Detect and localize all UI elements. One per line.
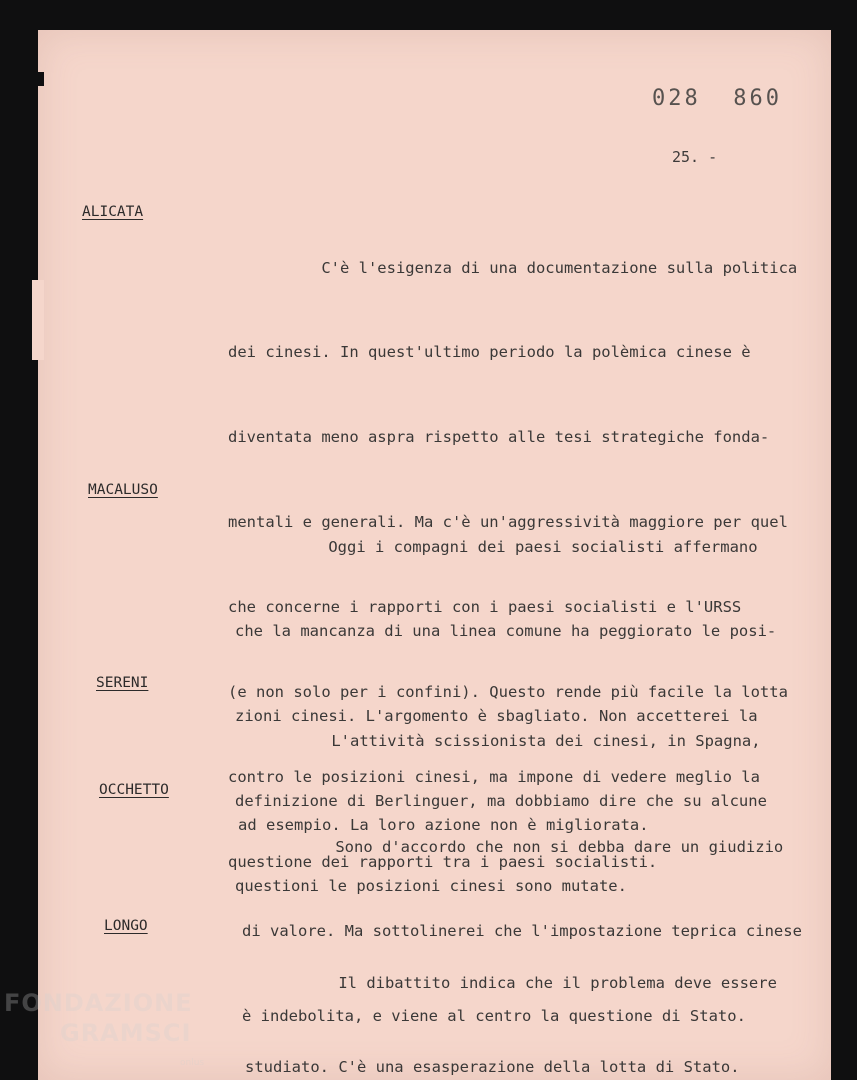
speech-line: che la mancanza di una linea comune ha peggiorato le posi- [235, 622, 777, 641]
speech-line: diventata meno aspra rispetto alle tesi strategiche fonda- [228, 428, 770, 447]
speech-line: ad esempio. La loro azione non è migliorata. [238, 816, 649, 835]
speech-line: di valore. Ma sottolinerei che l'impostazione teprica cinese [242, 922, 802, 941]
watermark-line: GRAMSCI [60, 1019, 192, 1047]
speech-line: che concerne i rapporti con i paesi socialisti e l'URSS [228, 598, 742, 617]
speaker-name: MACALUSO [88, 482, 158, 498]
document-page [38, 30, 831, 1080]
speech-line: studiato. C'è una esasperazione della lotta di Stato. [245, 1058, 740, 1077]
fondazione-gramsci-watermark [4, 988, 205, 1068]
speaker-name: ALICATA [82, 204, 144, 220]
speech-line: dei cinesi. In quest'ultimo periodo la polèmica cinese è [228, 343, 751, 362]
archive-number: 028 860 [652, 86, 782, 111]
watermark-line: FONDAZIONE [4, 989, 193, 1017]
speaker-name: OCCHETTO [99, 782, 169, 798]
speech-block [245, 912, 777, 1080]
speech-line: Oggi i compagni dei paesi socialisti affermano [235, 537, 758, 556]
page-edge-notch [38, 72, 44, 86]
speech-line: L'attività scissionista dei cinesi, in Spagna, [238, 731, 761, 750]
speech-line: zioni cinesi. L'argomento è sbagliato. Non accetterei la [235, 707, 758, 726]
speech-line: Sono d'accordo che non si debba dare un giudizio [242, 837, 784, 856]
speech-line: C'è l'esigenza di una documentazione sulla politica [228, 258, 798, 277]
speech-line: contro le posizioni cinesi, ma impone di vedere meglio la [228, 767, 760, 786]
speech-line: (e non solo per i confini). Questo rende più facile la lotta [228, 683, 788, 702]
page-number: 25. - [672, 148, 718, 166]
speech-line: è indebolita, e viene al centro la questione di Stato. [242, 1007, 746, 1026]
speaker-name: SERENI [96, 675, 149, 691]
watermark-line: onlus [180, 1058, 205, 1068]
speech-line: definizione di Berlinguer, ma dobbiamo dire che su alcune [235, 792, 767, 811]
speaker-name: LONGO [104, 918, 148, 934]
speech-line: Il dibattito indica che il problema deve essere [245, 973, 777, 992]
speech-line: mentali e generali. Ma c'è un'aggressività maggiore per quel [228, 513, 788, 532]
speech-line: questione dei rapporti tra i paesi socialisti. [228, 852, 658, 871]
speech-line: questioni le posizioni cinesi sono mutate. [235, 877, 627, 896]
